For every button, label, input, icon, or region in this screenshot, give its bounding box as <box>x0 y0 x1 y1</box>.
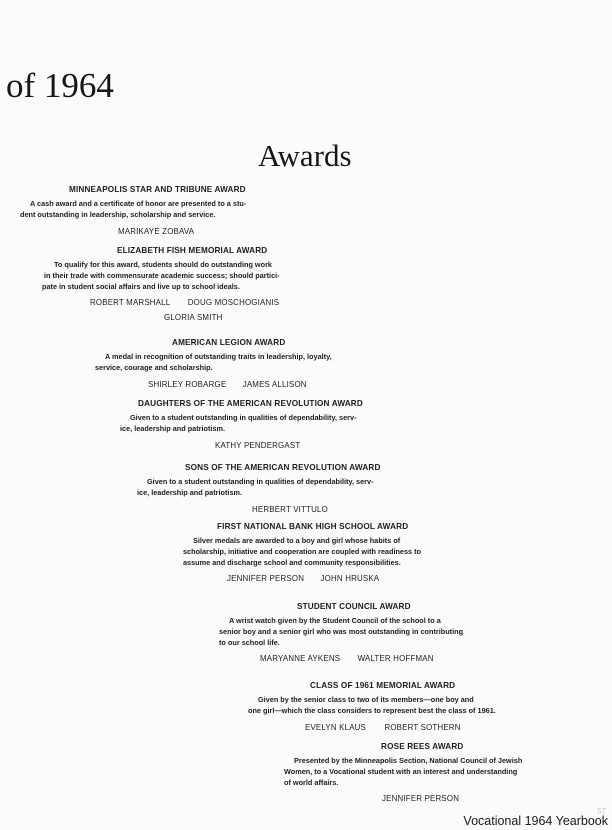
award-american-legion <box>95 338 381 391</box>
class-of-heading: of 1964 <box>6 66 114 105</box>
award-student-council <box>219 602 503 665</box>
award-sons-american-revolution <box>137 463 437 516</box>
description-line: ice, leadership and patriotism. <box>137 487 243 497</box>
award-title: AMERICAN LEGION AWARD <box>172 338 286 347</box>
award-recipients <box>42 297 343 324</box>
award-recipients <box>120 440 402 452</box>
award-class-of-1961-memorial <box>248 681 530 734</box>
award-rose-rees <box>284 742 566 805</box>
recipient-name: EVELYN KLAUS <box>305 722 367 732</box>
recipient-name: JAMES ALLISON <box>242 379 307 389</box>
award-daughters-american-revolution <box>120 399 402 452</box>
description-line: A cash award and a certificate of honor are presented to a stu- <box>30 199 247 208</box>
description-line: senior boy and a senior girl who was most outstanding in contributing <box>219 626 464 636</box>
award-description <box>42 260 343 292</box>
description-line: Silver medals are awarded to a boy and girl whose habits of <box>193 536 401 545</box>
award-description <box>95 352 381 374</box>
description-line: to our school life. <box>219 637 280 647</box>
recipient-name: KATHY PENDERGAST <box>215 440 301 450</box>
description-line: Women, to a Vocational student with an interest and understanding <box>284 766 518 776</box>
awards-heading: Awards <box>258 138 352 173</box>
award-title: FIRST NATIONAL BANK HIGH SCHOOL AWARD <box>217 522 409 531</box>
award-first-national-bank <box>183 522 466 585</box>
award-recipients <box>284 793 566 805</box>
award-description <box>137 477 437 499</box>
description-line: service, courage and scholarship. <box>95 362 213 372</box>
award-description <box>20 199 286 221</box>
award-title: ELIZABETH FISH MEMORIAL AWARD <box>117 246 268 255</box>
description-line: To qualify for this award, students should do outstanding work <box>54 260 272 269</box>
description-line: of world affairs. <box>284 777 339 787</box>
page-number: 57 <box>597 807 606 816</box>
description-line: A wrist watch given by the Student Council of the school to a <box>229 616 441 625</box>
award-title: DAUGHTERS OF THE AMERICAN REVOLUTION AWARD <box>138 399 363 408</box>
description-line: Given by the senior class to two of its members—one boy and <box>258 695 474 704</box>
award-description <box>248 695 530 717</box>
award-elizabeth-fish-memorial <box>42 246 343 324</box>
award-recipients <box>183 573 466 585</box>
award-description <box>183 536 466 568</box>
award-recipients <box>219 653 503 665</box>
description-line: ice, leadership and patriotism. <box>120 423 226 433</box>
award-title: ROSE REES AWARD <box>381 742 464 751</box>
recipient-name: JENNIFER PERSON <box>382 794 460 804</box>
award-recipients <box>248 722 530 734</box>
description-line: assume and discharge school and community responsibilities. <box>183 557 401 567</box>
description-line: dent outstanding in leadership, scholarship and service. <box>20 209 216 219</box>
recipient-name: DOUG MOSCHOGIANIS <box>187 298 280 308</box>
award-title: MINNEAPOLIS STAR AND TRIBUNE AWARD <box>69 185 246 194</box>
recipient-name: MARYANNE AYKENS <box>260 654 341 664</box>
award-description <box>284 756 566 788</box>
recipient-name: SHIRLEY ROBARGE <box>148 379 227 389</box>
description-line: Presented by the Minneapolis Section, National Council of Jewish <box>294 756 523 765</box>
description-line: one girl—which the class considers to represent best the class of 1961. <box>248 705 496 715</box>
recipient-name: JOHN HRUSKA <box>320 574 380 584</box>
recipient-name: WALTER HOFFMAN <box>357 654 434 664</box>
award-title: STUDENT COUNCIL AWARD <box>297 602 411 611</box>
description-line: A medal in recognition of outstanding traits in leadership, loyalty, <box>105 352 332 361</box>
award-description <box>219 616 503 648</box>
recipient-name: GLORIA SMITH <box>164 313 223 323</box>
award-title: CLASS OF 1961 MEMORIAL AWARD <box>310 681 456 690</box>
description-line: Given to a student outstanding in qualities of dependability, serv- <box>147 477 374 486</box>
description-line: in their trade with commensurate academic success; should partici- <box>44 270 280 280</box>
award-title: SONS OF THE AMERICAN REVOLUTION AWARD <box>185 463 381 472</box>
recipient-name: ROBERT MARSHALL <box>90 298 171 308</box>
recipient-name: HERBERT VITTULO <box>252 504 328 514</box>
award-recipients <box>20 226 286 238</box>
recipient-name: MARIKAYE ZOBAVA <box>118 226 195 236</box>
award-minneapolis-star-tribune <box>20 185 286 238</box>
award-recipients <box>137 504 437 516</box>
description-line: Given to a student outstanding in qualities of dependability, serv- <box>130 413 357 422</box>
description-line: scholarship, initiative and cooperation are coupled with readiness to <box>183 546 422 556</box>
award-recipients <box>95 379 381 391</box>
recipient-name: ROBERT SOTHERN <box>384 722 461 732</box>
description-line: pate in student social affairs and live up to school ideals. <box>42 281 240 291</box>
recipient-name: JENNIFER PERSON <box>227 574 305 584</box>
award-description <box>120 413 402 435</box>
footer-caption: Vocational 1964 Yearbook <box>463 814 608 828</box>
